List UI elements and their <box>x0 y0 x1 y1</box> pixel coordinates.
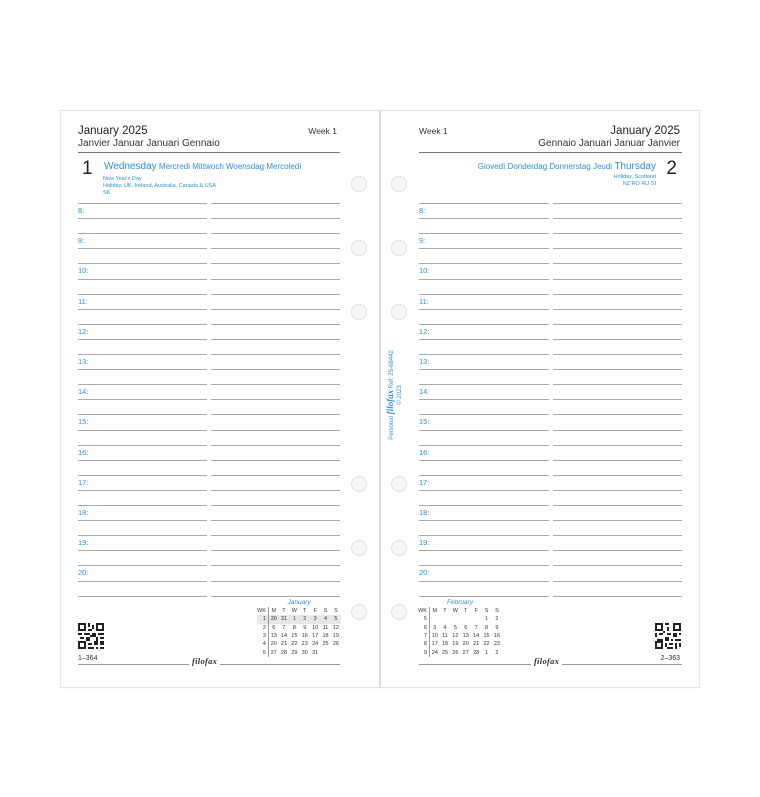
writing-line-right-col <box>211 324 340 325</box>
calendar-day-cell: 22 <box>291 641 298 648</box>
day-number: 1 <box>82 158 93 179</box>
calendar-header-cell: M <box>271 608 277 615</box>
writing-line-right-col <box>553 505 682 506</box>
writing-line-left-col <box>419 294 549 295</box>
calendar-week-row <box>418 648 502 656</box>
hour-label: 12: <box>78 326 89 336</box>
hour-label: 10: <box>78 266 89 276</box>
calendar-day-cell: 30 <box>301 649 308 656</box>
writing-line-right-col <box>553 233 682 234</box>
writing-line-left-col <box>419 339 549 340</box>
month-translations: Janvier Januar Januari Gennaio <box>78 138 220 149</box>
day-note: Holiday, Scotland <box>613 174 656 180</box>
calendar-header-cell: WK <box>257 607 268 615</box>
day-note: NZ RO RU SI <box>622 181 656 187</box>
calendar-day-cell: 4 <box>443 624 447 631</box>
calendar-day-cell: 12 <box>452 633 459 640</box>
writing-line-left-col <box>419 309 549 310</box>
calendar-day-cell: 15 <box>291 633 298 640</box>
day-name-translations: Mercredi Mittwoch Woensdag Mercoledì <box>158 162 302 171</box>
calendar-day-cell <box>440 615 450 623</box>
writing-line-left-col <box>419 384 549 385</box>
binder-hole <box>391 304 407 320</box>
hour-label: 10: <box>419 266 430 276</box>
binder-hole <box>391 476 407 492</box>
calendar-day-cell: 7 <box>474 624 478 631</box>
writing-line-left-col <box>419 505 549 506</box>
writing-line-right-col <box>553 490 682 491</box>
writing-line-left-col <box>419 248 549 249</box>
calendar-day-cell: 31 <box>312 649 319 656</box>
writing-line-left-col <box>419 233 549 234</box>
binder-hole <box>351 476 367 492</box>
writing-line-right-col <box>211 399 340 400</box>
binder-hole <box>391 604 407 620</box>
calendar-day-cell: 25 <box>322 641 329 648</box>
calendar-day-cell: 24 <box>312 641 319 648</box>
hour-label: 13: <box>78 357 89 366</box>
writing-line-left-col <box>419 324 549 325</box>
calendar-header-cell: S <box>334 608 338 615</box>
calendar-day-cell: 19 <box>332 633 339 640</box>
right-diary-page <box>380 110 700 688</box>
writing-line-right-col <box>553 203 682 204</box>
week-label: Week 1 <box>419 126 448 136</box>
calendar-day-cell: 13 <box>462 633 469 640</box>
writing-line-right-col <box>211 294 340 295</box>
week-number-cell: 6 <box>418 624 429 632</box>
day-name <box>104 161 301 172</box>
calendar-day-cell: 14 <box>473 633 480 640</box>
calendar-header-cell: M <box>432 608 438 615</box>
calendar-day-cell: 8 <box>484 624 489 631</box>
calendar-day-cell <box>320 648 330 656</box>
writing-line-left-col <box>78 490 207 491</box>
writing-line-right-col <box>211 354 340 355</box>
writing-line-left-col <box>78 384 207 385</box>
writing-line-right-col <box>553 550 682 551</box>
calendar-header-cell: T <box>303 608 307 615</box>
writing-line-left-col <box>419 218 549 219</box>
calendar-day-cell <box>331 648 341 656</box>
writing-line-left-col <box>419 520 549 521</box>
writing-line-right-col <box>211 490 340 491</box>
writing-line-right-col <box>553 263 682 264</box>
writing-line-left-col <box>419 263 549 264</box>
binder-hole <box>351 176 367 192</box>
calendar-week-row <box>257 624 341 632</box>
binder-hole <box>391 240 407 256</box>
calendar-header-cell: WK <box>418 607 429 615</box>
calendar-day-cell: 20 <box>462 641 469 648</box>
writing-line-left-col <box>78 550 207 551</box>
writing-line-left-col <box>419 565 549 566</box>
hour-label: 8: <box>419 206 426 215</box>
page-number: 2–363 <box>660 655 680 662</box>
hour-label: 11: <box>78 296 88 306</box>
calendar-week-row <box>418 624 502 632</box>
calendar-day-cell: 25 <box>441 649 449 656</box>
writing-line-right-col <box>211 414 340 415</box>
calendar-header-cell: T <box>443 608 447 615</box>
calendar-day-cell: 20 <box>270 641 277 648</box>
calendar-day-cell: 9 <box>495 624 499 631</box>
spine-ref: Ref: 25-68442 <box>389 350 395 389</box>
calendar-day-cell: 18 <box>441 641 449 648</box>
writing-line-left-col <box>78 596 207 597</box>
spine-brand-logo: filofax <box>385 389 395 415</box>
writing-line-right-col <box>553 445 682 446</box>
day-name-translations: Giovedì Donderdag Donnerstag Jeudi <box>477 162 613 171</box>
month-translations: Gennaio Januari Januar Janvier <box>538 138 680 149</box>
writing-line-left-col <box>78 233 207 234</box>
calendar-day-cell: 30 <box>268 615 278 623</box>
writing-line-right-col <box>211 460 340 461</box>
week-number-cell: 8 <box>418 640 429 648</box>
calendar-header-cell: S <box>484 608 489 615</box>
writing-line-right-col <box>211 430 340 431</box>
calendar-week-row <box>257 632 341 640</box>
calendar-day-cell: 21 <box>473 641 480 648</box>
writing-line-right-col <box>553 520 682 521</box>
writing-line-right-col <box>553 309 682 310</box>
calendar-day-cell <box>471 615 481 623</box>
week-label: Week 1 <box>308 126 337 136</box>
writing-line-right-col <box>211 520 340 521</box>
writing-line-right-col <box>211 279 340 280</box>
writing-line-right-col <box>211 369 340 370</box>
writing-line-left-col <box>419 475 549 476</box>
week-number-cell: 7 <box>418 632 429 640</box>
binder-hole <box>351 304 367 320</box>
writing-line-right-col <box>553 596 682 597</box>
calendar-day-cell: 11 <box>442 633 448 640</box>
hour-label: 19: <box>419 538 430 548</box>
calendar-day-cell: 28 <box>473 649 480 656</box>
binder-hole <box>351 604 367 620</box>
mini-calendar-january <box>257 599 341 657</box>
filofax-logo: filofax <box>189 656 220 666</box>
calendar-day-cell: 6 <box>464 624 468 631</box>
calendar-day-cell: 7 <box>282 624 286 631</box>
calendar-week-row <box>257 648 341 656</box>
day-name <box>478 161 656 172</box>
hour-label: 17: <box>78 477 89 487</box>
day-name-primary: Thursday <box>614 161 656 172</box>
hour-label: 18: <box>78 508 89 517</box>
page-number: 1–364 <box>78 655 98 662</box>
calendar-day-cell: 21 <box>280 641 288 648</box>
calendar-day-cell: 22 <box>483 641 490 648</box>
hour-label: 18: <box>419 508 430 517</box>
spine-imprint <box>386 330 410 460</box>
writing-line-right-col <box>553 475 682 476</box>
header-rule <box>78 152 340 153</box>
calendar-day-cell: 5 <box>453 624 457 631</box>
calendar-day-cell: 31 <box>279 615 289 623</box>
calendar-header-cell: F <box>313 608 317 615</box>
calendar-day-cell: 26 <box>452 649 459 656</box>
hour-label: 14: <box>419 387 430 397</box>
writing-line-left-col <box>419 354 549 355</box>
binder-hole <box>351 540 367 556</box>
week-number-cell: 3 <box>257 632 268 640</box>
writing-line-left-col <box>78 203 207 204</box>
writing-line-right-col <box>553 218 682 219</box>
writing-line-left-col <box>419 430 549 431</box>
calendar-day-cell: 27 <box>270 649 277 656</box>
writing-line-left-col <box>78 399 207 400</box>
calendar-day-cell: 3 <box>310 615 320 623</box>
calendar-day-cell: 15 <box>483 633 490 640</box>
calendar-day-cell: 5 <box>331 615 341 623</box>
spine-copyright: © 2023 <box>397 385 403 405</box>
writing-line-left-col <box>419 414 549 415</box>
calendar-day-cell: 4 <box>320 615 330 623</box>
writing-line-right-col <box>553 369 682 370</box>
writing-line-right-col <box>211 248 340 249</box>
day-note: SK <box>103 190 111 196</box>
writing-line-left-col <box>419 369 549 370</box>
writing-line-right-col <box>553 581 682 582</box>
writing-line-left-col <box>419 279 549 280</box>
calendar-header-cell: F <box>474 608 478 615</box>
writing-line-left-col <box>78 369 207 370</box>
writing-line-left-col <box>78 279 207 280</box>
calendar-day-cell: 19 <box>452 641 459 648</box>
writing-line-right-col <box>211 581 340 582</box>
mini-calendar-title: January <box>287 599 311 606</box>
writing-line-right-col <box>211 505 340 506</box>
writing-line-right-col <box>211 263 340 264</box>
writing-line-right-col <box>211 339 340 340</box>
calendar-day-cell: 1 <box>484 616 489 623</box>
writing-line-right-col <box>211 475 340 476</box>
writing-line-left-col <box>78 339 207 340</box>
calendar-day-cell: 29 <box>291 649 298 656</box>
month-title: January 2025 <box>78 125 148 137</box>
hour-label: 20: <box>78 568 89 578</box>
writing-line-right-col <box>553 535 682 536</box>
writing-line-left-col <box>78 581 207 582</box>
binder-hole <box>391 540 407 556</box>
writing-line-right-col <box>553 414 682 415</box>
hour-label: 13: <box>419 357 430 366</box>
calendar-day-cell: 2 <box>495 616 499 623</box>
calendar-week-row <box>418 615 502 623</box>
writing-line-right-col <box>553 248 682 249</box>
writing-line-left-col <box>78 263 207 264</box>
week-number-cell: 2 <box>257 624 268 632</box>
writing-line-right-col <box>553 354 682 355</box>
calendar-day-cell: 1 <box>289 615 299 623</box>
writing-line-left-col <box>419 490 549 491</box>
writing-line-right-col <box>211 233 340 234</box>
header-rule <box>419 152 682 153</box>
hour-label: 16: <box>78 447 89 457</box>
calendar-day-cell <box>450 615 460 623</box>
calendar-week-row <box>257 615 341 623</box>
calendar-day-cell: 18 <box>322 633 329 640</box>
writing-line-right-col <box>211 203 340 204</box>
writing-line-left-col <box>78 218 207 219</box>
binder-hole <box>391 176 407 192</box>
writing-line-right-col <box>553 279 682 280</box>
week-number-cell: 1 <box>257 615 268 623</box>
hour-label: 15: <box>419 417 430 427</box>
calendar-day-cell <box>461 615 471 623</box>
day-number: 2 <box>666 158 677 179</box>
calendar-header-cell: T <box>282 608 286 615</box>
week-number-cell: 9 <box>418 648 429 656</box>
calendar-day-cell: 16 <box>301 633 308 640</box>
hour-label: 16: <box>419 447 430 457</box>
writing-line-left-col <box>419 596 549 597</box>
calendar-day-cell: 27 <box>462 649 469 656</box>
hour-label: 8: <box>78 206 85 215</box>
calendar-day-cell: 10 <box>312 624 319 631</box>
calendar-day-cell: 6 <box>272 624 276 631</box>
writing-line-right-col <box>211 596 340 597</box>
week-number-cell: 5 <box>257 648 268 656</box>
writing-line-right-col <box>553 460 682 461</box>
writing-line-left-col <box>78 324 207 325</box>
calendar-header-cell: W <box>452 608 458 615</box>
calendar-header-cell: S <box>323 608 328 615</box>
day-name-primary: Wednesday <box>104 161 157 172</box>
calendar-day-cell: 17 <box>431 641 438 648</box>
writing-line-right-col <box>211 550 340 551</box>
writing-line-left-col <box>78 414 207 415</box>
writing-line-left-col <box>419 399 549 400</box>
calendar-header-cell: W <box>291 608 297 615</box>
calendar-day-cell: 14 <box>280 633 288 640</box>
calendar-day-cell <box>429 615 439 623</box>
calendar-day-cell: 9 <box>303 624 307 631</box>
calendar-header-cell: S <box>495 608 499 615</box>
calendar-day-cell: 28 <box>280 649 288 656</box>
calendar-header-cell: T <box>464 608 468 615</box>
calendar-day-cell: 1 <box>484 649 489 656</box>
hour-label: 9: <box>78 236 85 246</box>
writing-line-left-col <box>419 535 549 536</box>
calendar-day-cell: 8 <box>292 624 296 631</box>
calendar-week-row <box>418 640 502 648</box>
writing-line-right-col <box>553 324 682 325</box>
writing-line-left-col <box>78 505 207 506</box>
writing-line-right-col <box>553 339 682 340</box>
writing-line-left-col <box>419 203 549 204</box>
writing-line-left-col <box>419 460 549 461</box>
calendar-day-cell: 12 <box>332 624 339 631</box>
writing-line-left-col <box>78 565 207 566</box>
calendar-day-cell: 2 <box>300 615 310 623</box>
writing-line-left-col <box>78 309 207 310</box>
writing-line-left-col <box>78 535 207 536</box>
writing-line-left-col <box>78 445 207 446</box>
hour-label: 15: <box>78 417 89 427</box>
calendar-day-cell: 3 <box>433 624 437 631</box>
calendar-day-cell: 2 <box>495 649 499 656</box>
day-note: New Year's Day <box>103 176 142 182</box>
calendar-day-cell: 23 <box>301 641 308 648</box>
mini-calendar-february <box>418 599 502 657</box>
writing-line-left-col <box>78 294 207 295</box>
writing-line-left-col <box>419 445 549 446</box>
qr-code-icon <box>655 623 681 649</box>
calendar-week-row <box>418 632 502 640</box>
mini-calendar-title: February <box>447 599 474 606</box>
writing-line-left-col <box>78 520 207 521</box>
calendar-day-cell: 16 <box>493 633 500 640</box>
left-diary-page <box>60 110 380 688</box>
writing-line-right-col <box>211 218 340 219</box>
writing-line-left-col <box>78 430 207 431</box>
writing-line-right-col <box>211 565 340 566</box>
calendar-day-cell: 24 <box>431 649 438 656</box>
filofax-logo: filofax <box>531 656 562 666</box>
writing-line-right-col <box>553 384 682 385</box>
hour-label: 11: <box>419 296 429 306</box>
writing-line-right-col <box>211 384 340 385</box>
writing-line-left-col <box>419 550 549 551</box>
writing-line-left-col <box>78 475 207 476</box>
writing-line-left-col <box>78 248 207 249</box>
hour-label: 12: <box>419 326 430 336</box>
spine-size: Personal <box>389 416 395 440</box>
calendar-day-cell: 13 <box>270 633 277 640</box>
week-number-cell: 4 <box>257 640 268 648</box>
calendar-day-cell: 23 <box>493 641 500 648</box>
hour-label: 14: <box>78 387 89 397</box>
writing-line-right-col <box>211 445 340 446</box>
calendar-day-cell: 11 <box>322 624 329 631</box>
binder-hole <box>351 240 367 256</box>
writing-line-left-col <box>419 581 549 582</box>
week-number-cell: 5 <box>418 615 429 623</box>
writing-line-left-col <box>78 460 207 461</box>
hour-label: 20: <box>419 568 430 578</box>
day-note: Holiday, UK, Ireland, Australia, Canada & USA <box>103 183 217 189</box>
writing-line-right-col <box>553 565 682 566</box>
writing-line-right-col <box>553 294 682 295</box>
calendar-day-cell: 17 <box>312 633 319 640</box>
writing-line-right-col <box>211 309 340 310</box>
qr-code-icon <box>78 623 104 649</box>
calendar-day-cell: 10 <box>431 633 438 640</box>
writing-line-right-col <box>211 535 340 536</box>
hour-label: 9: <box>419 236 426 246</box>
writing-line-right-col <box>553 430 682 431</box>
hour-label: 17: <box>419 477 430 487</box>
month-title: January 2025 <box>610 125 680 137</box>
writing-line-right-col <box>553 399 682 400</box>
calendar-day-cell: 26 <box>332 641 339 648</box>
hour-label: 19: <box>78 538 89 548</box>
writing-line-left-col <box>78 354 207 355</box>
calendar-week-row <box>257 640 341 648</box>
